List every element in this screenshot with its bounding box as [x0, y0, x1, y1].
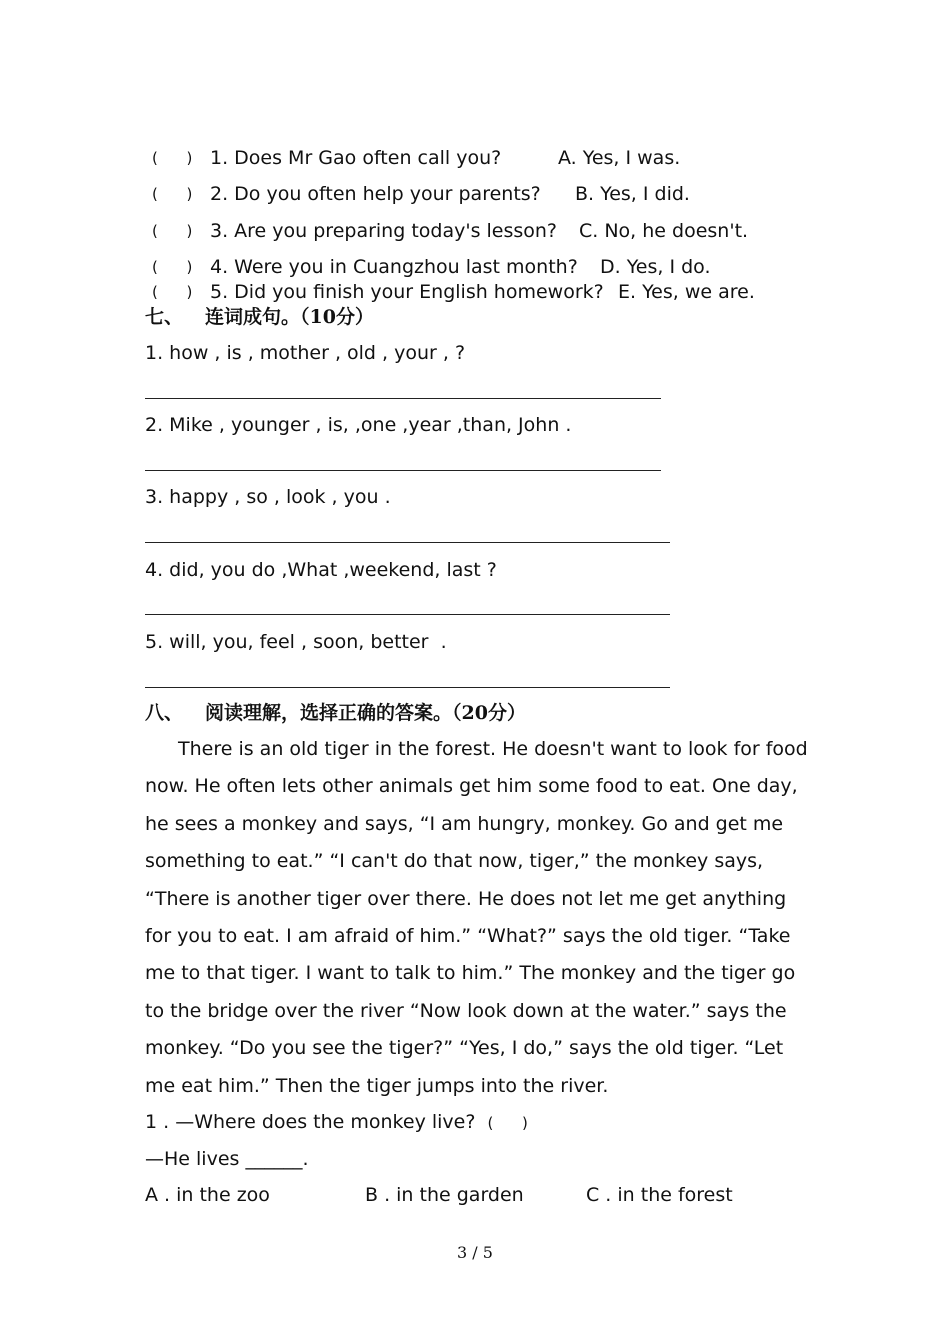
- answer-paren[interactable]: ( ): [152, 222, 193, 240]
- answer-paren[interactable]: ( ): [152, 258, 193, 276]
- question-text: 3. Are you preparing today's lesson?: [210, 220, 558, 242]
- section-heading: [145, 701, 526, 725]
- answer-option: B. Yes, I did.: [575, 183, 690, 205]
- answer-line[interactable]: [145, 542, 670, 543]
- question-text: 4. Were you in Cuangzhou last month?: [210, 256, 578, 278]
- option-c[interactable]: C . in the forest: [586, 1184, 733, 1206]
- question-text: 1 . —Where does the monkey live?: [145, 1111, 476, 1133]
- page-number: 3 / 5: [457, 1243, 493, 1262]
- sentence-prompt: 4. did, you do ,What ,weekend, last ?: [145, 559, 497, 581]
- section-number: 八、: [145, 702, 184, 724]
- section-title: 阅读理解，选择正确的答案。（20分）: [205, 702, 526, 724]
- sentence-prompt: 5. will, you, feel , soon, better .: [145, 631, 447, 653]
- option-a[interactable]: A . in the zoo: [145, 1184, 270, 1206]
- question-text: 1. Does Mr Gao often call you?: [210, 147, 502, 169]
- answer-option: C. No, he doesn't.: [579, 220, 749, 242]
- matching-row: [0, 255, 950, 279]
- answer-paren[interactable]: ( ): [152, 185, 193, 203]
- question-line: [145, 1110, 528, 1135]
- answer-blank-line: —He lives ______.: [145, 1148, 309, 1170]
- question-text: 2. Do you often help your parents?: [210, 183, 541, 205]
- answer-line[interactable]: [145, 687, 670, 688]
- answer-line[interactable]: [145, 398, 661, 399]
- answer-option: A. Yes, I was.: [558, 147, 681, 169]
- answer-option: D. Yes, I do.: [600, 256, 711, 278]
- question-text: 5. Did you finish your English homework?: [210, 281, 604, 303]
- answer-option: E. Yes, we are.: [618, 281, 755, 303]
- matching-row: [0, 182, 950, 206]
- answer-line[interactable]: [145, 470, 661, 471]
- answer-line[interactable]: [145, 614, 670, 615]
- answer-paren[interactable]: ( ): [487, 1114, 528, 1132]
- matching-row: [0, 280, 950, 304]
- passage-text: There is an old tiger in the forest. He doesn't want to look for food now. He often lets other animals get him some food to eat. One day, he sees a monkey and says, “I am hungry, monkey. Go and get me something to eat.” “I can't do that now, tiger,” the monkey says, “There is another tiger over there. He does not let me get anything for you to eat. I am afraid of him.” “What?” says the old tiger. “Take me to that tiger. I want to talk to him.” The monkey and the tiger go to the bridge over the river “Now look down at the water.” says the monkey. “Do you see the tiger?” “Yes, I do,” says the old tiger. “Let me eat him.” Then the tiger jumps into the river.: [145, 738, 808, 1097]
- reading-passage: [145, 731, 810, 1105]
- section-heading: [145, 305, 374, 329]
- sentence-prompt: 1. how , is , mother , old , your , ?: [145, 342, 466, 364]
- option-b[interactable]: B . in the garden: [365, 1184, 524, 1206]
- answer-paren[interactable]: ( ): [152, 283, 193, 301]
- answer-paren[interactable]: ( ): [152, 149, 193, 167]
- section-number: 七、: [145, 306, 184, 328]
- sentence-prompt: 2. Mike , younger , is, ,one ,year ,than, John .: [145, 414, 572, 436]
- section-title: 连词成句。（10分）: [205, 306, 374, 328]
- sentence-prompt: 3. happy , so , look , you .: [145, 486, 391, 508]
- matching-row: [0, 219, 950, 243]
- matching-row: [0, 146, 950, 170]
